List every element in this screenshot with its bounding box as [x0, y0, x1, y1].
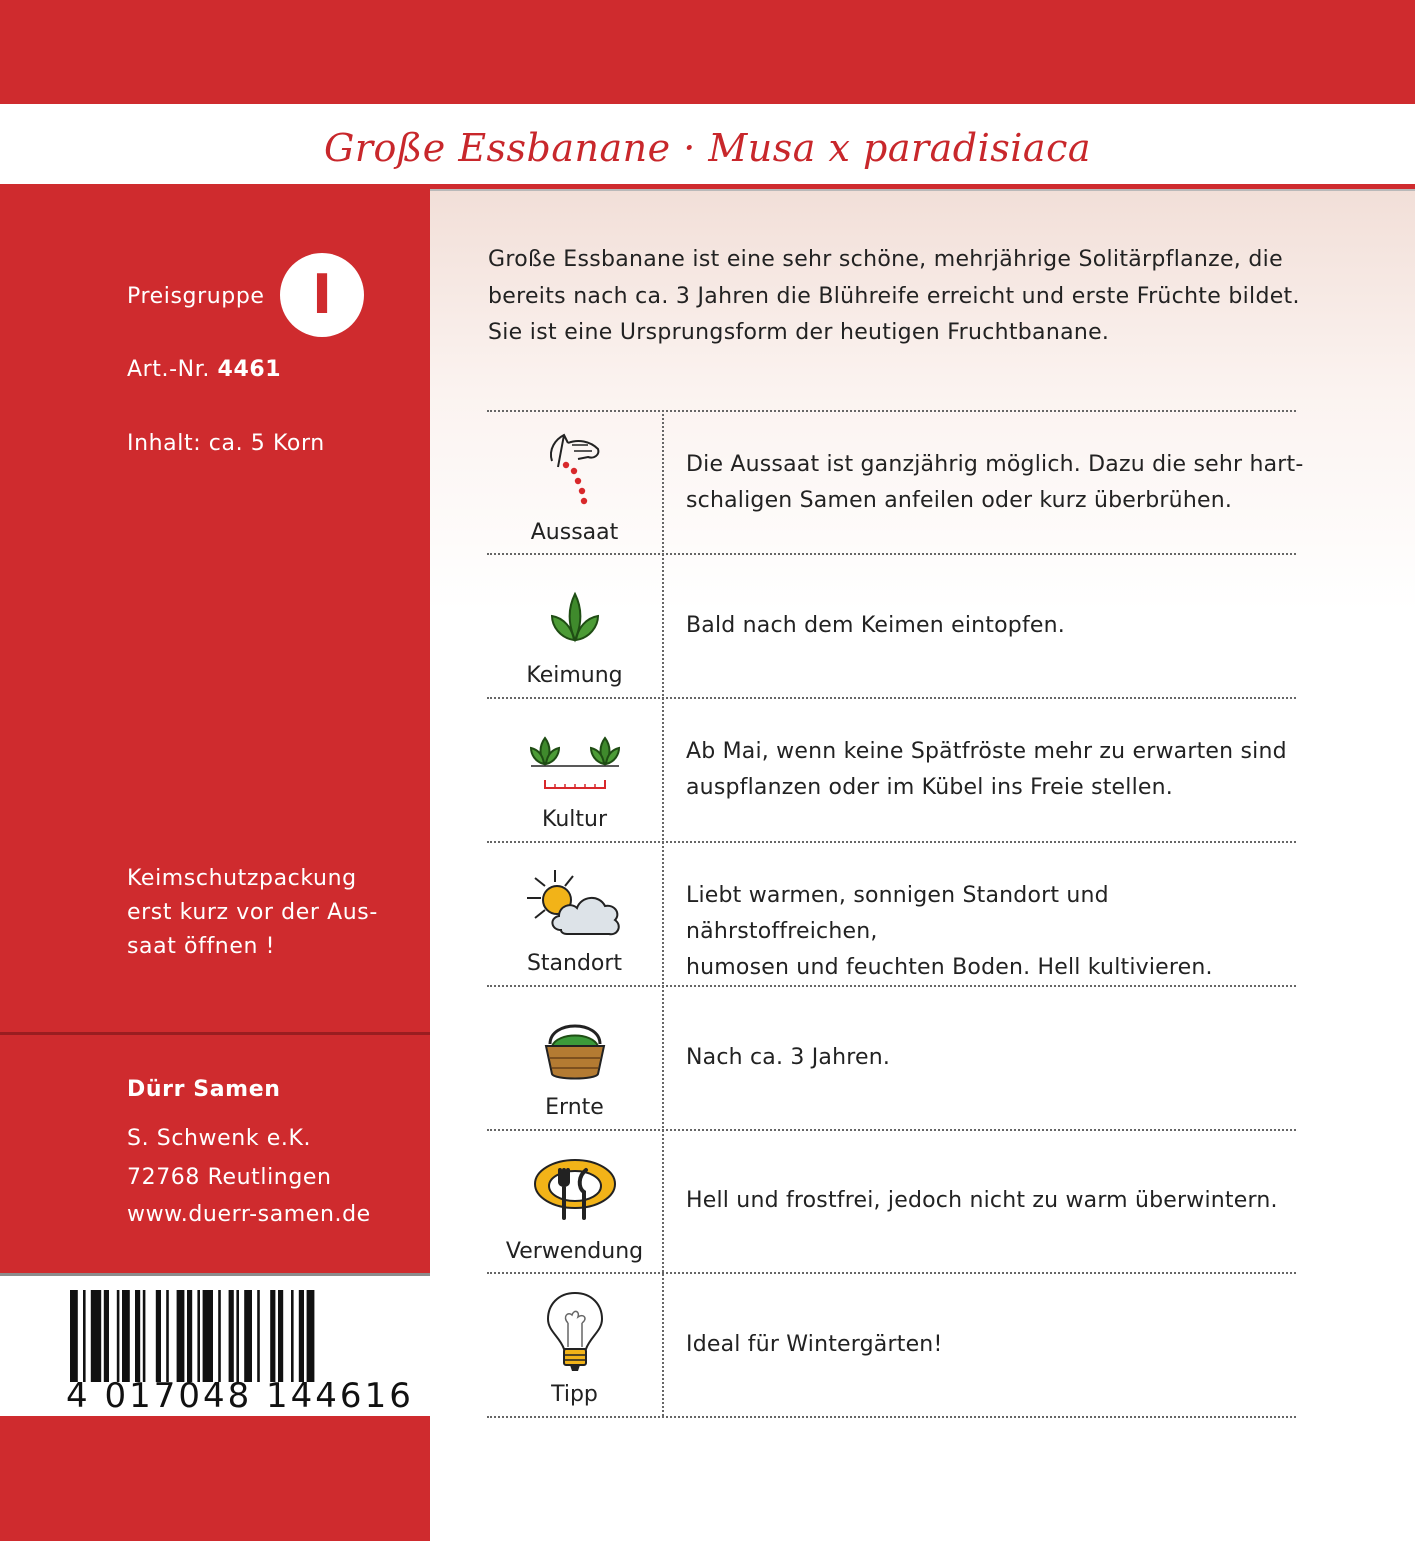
intro-line: Große Essbanane ist eine sehr schöne, mehrjährige Solitärpflanze, die: [488, 247, 1283, 272]
barcode-bar: [218, 1290, 221, 1382]
row-label: Tipp: [551, 1382, 598, 1407]
row-text-aussaat: [686, 447, 1306, 519]
row-text-tipp: [686, 1327, 1306, 1363]
info-row-standort: [487, 842, 662, 986]
info-row-ernte: [487, 986, 662, 1130]
row-text-kultur: [686, 734, 1306, 806]
light-bulb-icon: [538, 1287, 612, 1377]
row-label: Aussaat: [530, 520, 619, 545]
info-row-aussaat: [487, 411, 662, 555]
barcode-bar: [270, 1290, 275, 1382]
barcode-bar: [122, 1290, 130, 1382]
company-owner: S. Schwenk e.K.: [127, 1126, 312, 1151]
barcode-bar: [91, 1290, 101, 1382]
table-divider: [662, 410, 664, 1416]
barcode-bars: [70, 1290, 430, 1382]
barcode-bar: [244, 1290, 252, 1382]
barcode-bar: [203, 1290, 213, 1382]
row-label: Verwendung: [505, 1239, 644, 1264]
barcode-bar: [135, 1290, 140, 1382]
company-city: 72768 Reutlingen: [127, 1165, 332, 1190]
barcode-bar: [166, 1290, 169, 1382]
notice-line: Keimschutzpackung: [127, 866, 357, 891]
bottom-band: [0, 1416, 430, 1541]
row-label: Ernte: [545, 1095, 604, 1120]
notice-line: erst kurz vor der Aus-: [127, 900, 378, 925]
barcode-bar: [291, 1290, 294, 1382]
company-block: [0, 1035, 430, 1273]
barcode-bar: [117, 1290, 120, 1382]
row-text-verwendung: [686, 1183, 1306, 1219]
price-group-label: Preisgruppe: [127, 284, 265, 309]
sowing-hand-icon: [538, 425, 612, 515]
price-group-value: I: [311, 263, 333, 326]
barcode-bar: [229, 1290, 234, 1382]
row-text-line: schaligen Samen anfeilen oder kurz überbrühen.: [686, 488, 1233, 513]
barcode-bar: [187, 1290, 192, 1382]
seedling-icon: [538, 568, 612, 658]
notice-line: saat öffnen !: [127, 934, 276, 959]
barcode-bar: [143, 1290, 146, 1382]
row-text-keimung: [686, 608, 1306, 644]
article-number-value: 4461: [217, 357, 282, 382]
sun-cloud-icon: [515, 856, 635, 946]
top-band: [0, 0, 1415, 104]
row-text-standort: [686, 878, 1306, 986]
company-name: Dürr Samen: [127, 1077, 281, 1102]
barcode-digits: 4 017048 144616: [66, 1376, 414, 1416]
row-text-line: Hell und frostfrei, jedoch nicht zu warm überwintern.: [686, 1188, 1278, 1213]
barcode-bar: [197, 1290, 200, 1382]
row-text-line: humosen und feuchten Boden. Hell kultivieren.: [686, 955, 1213, 980]
intro-line: bereits nach ca. 3 Jahren die Blühreife erreicht und erste Früchte bildet.: [488, 283, 1300, 309]
row-text-line: Bald nach dem Keimen eintopfen.: [686, 613, 1065, 638]
product-title: Große Essbanane · Musa x paradisiaca: [323, 126, 1092, 170]
barcode-bar: [177, 1290, 185, 1382]
row-text-line: auspflanzen oder im Kübel ins Freie stellen.: [686, 775, 1173, 800]
intro-text: [488, 242, 1318, 352]
row-text-line: Ideal für Wintergärten!: [686, 1332, 943, 1357]
info-row-verwendung: [487, 1130, 662, 1274]
row-text-line: Ab Mai, wenn keine Spätfröste mehr zu erwarten sind: [686, 739, 1287, 764]
article-number-prefix: Art.-Nr.: [127, 357, 210, 382]
barcode-bar: [307, 1290, 315, 1382]
barcode-bar: [278, 1290, 283, 1382]
barcode-bar: [156, 1290, 161, 1382]
barcode-bar: [83, 1290, 86, 1382]
row-label: Standort: [526, 951, 623, 976]
row-text-line: Nach ca. 3 Jahren.: [686, 1045, 891, 1070]
row-text-line: Die Aussaat ist ganzjährig möglich. Dazu die sehr hart-: [686, 452, 1304, 477]
price-group-badge: [280, 253, 364, 337]
info-row-kultur: [487, 698, 662, 842]
info-row-keimung: [487, 554, 662, 698]
barcode-bar: [257, 1290, 260, 1382]
title-bar: [0, 104, 1415, 184]
plate-cutlery-icon: [530, 1144, 620, 1234]
harvest-basket-icon: [538, 1000, 612, 1090]
row-label: Keimung: [526, 663, 623, 688]
company-website: www.duerr-samen.de: [127, 1202, 371, 1227]
plant-spacing-icon: [527, 712, 623, 802]
article-number: [127, 357, 281, 382]
content-amount: Inhalt: ca. 5 Korn: [127, 431, 325, 456]
row-text-line: Liebt warmen, sonnigen Standort und nährstoffreichen,: [686, 883, 1109, 944]
seed-protection-notice: [127, 862, 378, 964]
row-label: Kultur: [541, 807, 607, 832]
barcode-bar: [70, 1290, 78, 1382]
barcode-bar: [104, 1290, 109, 1382]
intro-line: Sie ist eine Ursprungsform der heutigen Fruchtbanane.: [488, 320, 1110, 345]
info-row-tipp: [487, 1273, 662, 1417]
barcode-bar: [236, 1290, 239, 1382]
barcode-bar: [299, 1290, 304, 1382]
row-text-ernte: [686, 1040, 1306, 1076]
